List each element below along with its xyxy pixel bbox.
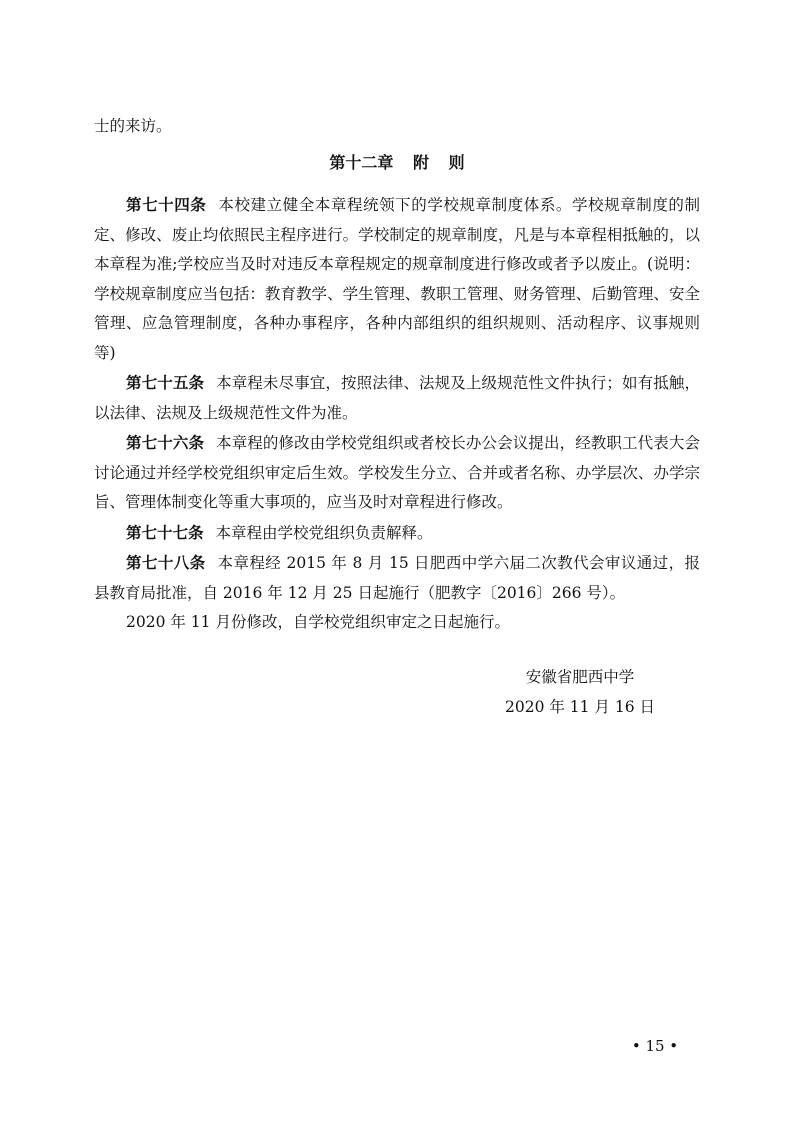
article-label: 第七十八条	[126, 553, 206, 572]
article-text: 本章程的修改由学校党组织或者校长办公会议提出，经教职工代表大会讨论通过并经学校党组织审定后生效。学校发生分立、合并或者名称、办学层次、办学宗旨、管理体制变化等重大事项的，应当及时对章程进行修改。	[94, 434, 700, 511]
article-74	[94, 190, 700, 368]
article-75	[94, 368, 700, 428]
article-text: 本章程经 2015 年 8 月 15 日肥西中学六届二次教代会审议通过，报县教育局批准，自 2016 年 12 月 25 日起施行（肥教字〔2016〕266 号）。	[94, 554, 700, 602]
article-text: 本章程未尽事宜，按照法律、法规及上级规范性文件执行；如有抵触，以法律、法规及上级规范性文件为准。	[94, 374, 700, 422]
signature-date: 2020 年 11 月 16 日	[504, 698, 656, 716]
chapter-title: 第十二章 附 则	[329, 153, 465, 172]
article-text: 本章程由学校党组织负责解释。	[215, 523, 433, 542]
page-number: • 15 •	[631, 1037, 679, 1055]
article-77	[94, 518, 700, 549]
article-label: 第七十七条	[126, 522, 204, 542]
article-76	[94, 428, 700, 518]
article-label: 第七十五条	[126, 373, 205, 392]
intro-text	[94, 112, 700, 142]
article-text: 本校建立健全本章程统领下的学校规章制度体系。学校规章制度的制定、修改、废止均依照民主程序进行。学校制定的规章制度，凡是与本章程相抵触的，以本章程为准;学校应当及时对违反本章程规定的规章制度进行修改或者予以废止。(说明：学校规章制度应当包括：教育教学、学生管理、教职工管理、财务管理、后勤管理、安全管理、应急管理制度，各种办事程序，各种内部组织的组织规则、活动程序、议事规则等)	[94, 196, 700, 362]
intro-paragraph: 士的来访。	[94, 117, 172, 135]
article-label: 第七十四条	[126, 195, 207, 214]
article-78	[94, 548, 700, 608]
article-label: 第七十六条	[126, 433, 205, 452]
articles-section	[94, 190, 700, 638]
signature-organization: 安徽省肥西中学	[525, 668, 635, 686]
revision-note: 2020 年 11 月份修改，自学校党组织审定之日起施行。	[126, 613, 510, 631]
